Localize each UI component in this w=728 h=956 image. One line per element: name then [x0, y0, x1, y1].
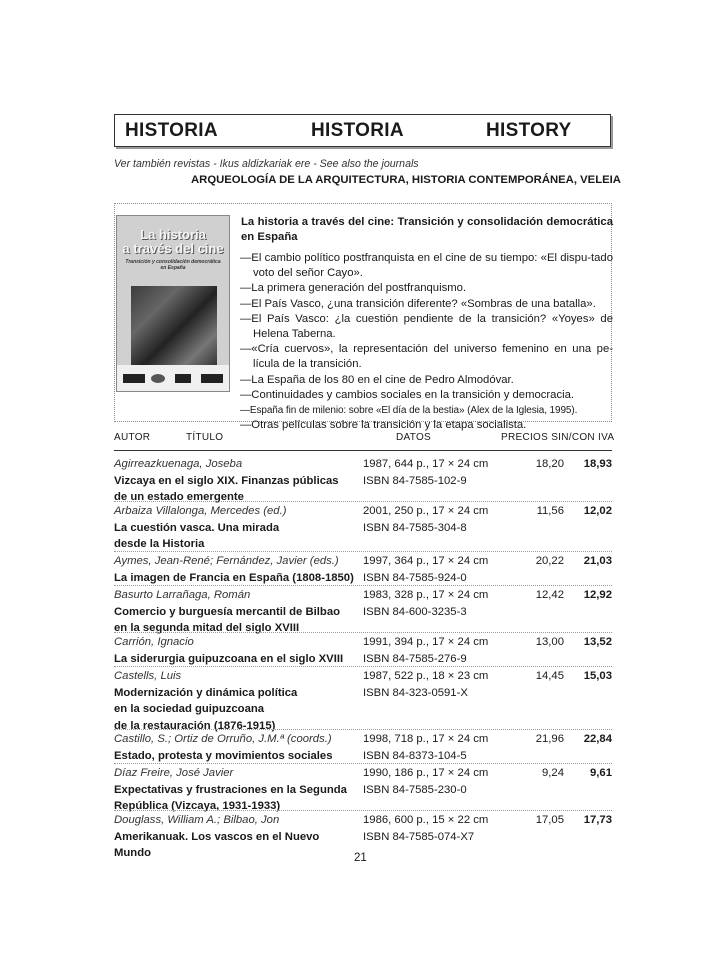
- book-author: Basurto Larrañaga, Román: [114, 589, 251, 601]
- price-with-vat: 9,61: [590, 767, 612, 779]
- entry-separator: [114, 632, 612, 633]
- book-title-line: Modernización y dinámica política: [114, 686, 298, 699]
- book-author: Carrión, Ignacio: [114, 636, 194, 648]
- book-title-line: La imagen de Francia en España (1808-1850): [114, 571, 354, 584]
- book-author: Díaz Freire, José Javier: [114, 767, 234, 779]
- header-title-en: HISTORY: [486, 120, 572, 141]
- book-author: Agirreazkuenaga, Joseba: [114, 458, 243, 470]
- logo-mark: [175, 374, 191, 383]
- book-isbn: ISBN 84-7585-230-0: [363, 783, 467, 796]
- page-number: 21: [354, 852, 367, 864]
- book-author: Douglass, William A.; Bilbao, Jon: [114, 814, 280, 826]
- book-title-line: Expectativas y frustraciones en la Segunda: [114, 783, 347, 796]
- price-with-vat: 22,84: [583, 733, 612, 745]
- book-details: [363, 812, 503, 845]
- entry-separator: [114, 666, 612, 667]
- chapter-item: —La España de los 80 en el cine de Pedro Almodóvar.: [240, 373, 514, 386]
- price-without-vat: 12,42: [535, 589, 564, 601]
- price-without-vat: 13,00: [535, 636, 564, 648]
- book-title-line: Amerikanuak. Los vascos en el Nuevo Mundo: [114, 830, 320, 859]
- book-year-pages-size: 1983, 328 p., 17 × 24 cm: [363, 589, 489, 601]
- book-isbn: ISBN 84-7585-924-0: [363, 571, 467, 584]
- book-info: [114, 765, 359, 815]
- book-title-line: en la segunda mitad del siglo XVIII: [114, 622, 300, 634]
- book-title-line: Vizcaya en el siglo XIX. Finanzas públicas: [114, 474, 339, 487]
- price-without-vat: 9,24: [542, 767, 564, 779]
- cover-photo: [131, 286, 217, 366]
- book-year-pages-size: 1987, 522 p., 18 × 23 cm: [363, 670, 489, 682]
- book-info: [114, 634, 359, 667]
- see-also-note: Ver también revistas - Ikus aldizkariak ere - See also the journals: [114, 158, 419, 170]
- book-details: [363, 668, 503, 701]
- book-year-pages-size: 1997, 364 p., 17 × 24 cm: [363, 555, 489, 567]
- entry-separator: [114, 763, 612, 764]
- price-with-vat: 13,52: [583, 636, 612, 648]
- book-title-line: La cuestión vasca. Una mirada: [114, 521, 280, 534]
- logo-mark: [123, 374, 145, 383]
- entry-separator: [114, 551, 612, 552]
- price-without-vat: 18,20: [535, 458, 564, 470]
- cover-title: La historia a través del cine: [122, 227, 224, 256]
- book-info: [114, 812, 359, 862]
- book-details: [363, 765, 503, 798]
- book-info: [114, 731, 359, 764]
- book-details: [363, 587, 503, 620]
- logo-mark: [201, 374, 223, 383]
- book-title-line: desde la Historia: [114, 538, 205, 550]
- chapter-item: —El cambio político postfranquista en el cine de su tiempo: «El dispu-tado voto del señor Cayo».: [240, 252, 613, 280]
- book-info: [114, 587, 359, 637]
- price-with-vat: 21,03: [583, 555, 612, 567]
- book-details: [363, 553, 503, 586]
- book-isbn: ISBN 84-323-0591-X: [363, 686, 468, 699]
- price-without-vat: 20,22: [535, 555, 564, 567]
- book-author: Castillo, S.; Ortiz de Orruño, J.M.ª (coords.): [114, 733, 332, 745]
- chapter-item: —«Cría cuervos», la representación del universo femenino en una pe-lícula de la transición.: [240, 343, 613, 371]
- book-title-line: de la restauración (1876-1915): [114, 719, 276, 732]
- book-info: [114, 553, 359, 586]
- cover-subtitle: Transición y consolidación democrática en España: [125, 259, 221, 271]
- price-with-vat: 12,02: [583, 505, 612, 517]
- book-info: [114, 456, 359, 506]
- book-isbn: ISBN 84-7585-276-9: [363, 652, 467, 665]
- book-info: [114, 503, 359, 553]
- book-isbn: ISBN 84-8373-104-5: [363, 749, 467, 762]
- book-title-line: Comercio y burguesía mercantil de Bilbao: [114, 605, 340, 618]
- publisher-logos: [117, 365, 229, 391]
- column-header-data: DATOS: [396, 432, 432, 443]
- entry-separator: [114, 729, 612, 730]
- header-title-es: HISTORIA: [125, 120, 218, 141]
- book-year-pages-size: 2001, 250 p., 17 × 24 cm: [363, 505, 489, 517]
- book-details: [363, 503, 503, 536]
- price-without-vat: 11,56: [536, 505, 564, 517]
- chapter-list: [240, 251, 613, 433]
- book-year-pages-size: 1990, 186 p., 17 × 24 cm: [363, 767, 489, 779]
- journals-list: ARQUEOLOGÍA DE LA ARQUITECTURA, HISTORIA CONTEMPORÁNEA, VELEIA: [191, 174, 621, 186]
- chapter-item: —El País Vasco, ¿una transición diferente? «Sombras de una batalla».: [240, 297, 596, 310]
- book-cover-image: [116, 215, 230, 392]
- entry-separator: [114, 585, 612, 586]
- seal-icon: [151, 374, 165, 383]
- book-title-line: en la sociedad guipuzcoana: [114, 703, 265, 715]
- section-header: [114, 114, 611, 147]
- book-isbn: ISBN 84-7585-304-8: [363, 521, 467, 534]
- column-header-prices: PRECIOS SIN/CON IVA: [501, 432, 615, 443]
- book-info: [114, 668, 359, 734]
- book-year-pages-size: 1998, 718 p., 17 × 24 cm: [363, 733, 489, 745]
- book-title-line: Estado, protesta y movimientos sociales: [114, 749, 333, 762]
- entry-separator: [114, 810, 612, 811]
- column-header-title: TÍTULO: [186, 432, 224, 443]
- book-title-line: de un estado emergente: [114, 491, 244, 503]
- featured-book-title: La historia a través del cine: Transición y consolidación democrática en España: [241, 216, 613, 243]
- book-year-pages-size: 1991, 394 p., 17 × 24 cm: [363, 636, 489, 648]
- price-with-vat: 17,73: [583, 814, 612, 826]
- book-author: Castells, Luis: [114, 670, 182, 682]
- book-author: Aymes, Jean-René; Fernández, Javier (eds.): [114, 555, 339, 567]
- book-isbn: ISBN 84-7585-102-9: [363, 474, 467, 487]
- price-without-vat: 17,05: [535, 814, 564, 826]
- entry-separator: [114, 501, 612, 502]
- chapter-item: —El País Vasco: ¿la cuestión pendiente de la transición? «Yoyes» de Helena Taberna.: [240, 312, 613, 341]
- book-details: [363, 634, 503, 667]
- book-details: [363, 456, 503, 489]
- chapter-item: —España fin de milenio: sobre «El día de la bestia» (Alex de la Iglesia, 1995).: [240, 405, 578, 417]
- book-year-pages-size: 1987, 644 p., 17 × 24 cm: [363, 458, 489, 470]
- book-details: [363, 731, 503, 764]
- column-header-author: AUTOR: [114, 432, 151, 443]
- book-year-pages-size: 1986, 600 p., 15 × 22 cm: [363, 814, 489, 826]
- book-title-line: República (Vizcaya, 1931-1933): [114, 800, 281, 812]
- book-isbn: ISBN 84-600-3235-3: [363, 605, 467, 618]
- chapter-item: —Continuidades y cambios sociales en la transición y democracia.: [240, 388, 575, 401]
- book-author: Arbaiza Villalonga, Mercedes (ed.): [114, 505, 287, 517]
- chapter-item: —Otras películas sobre la transición y la etapa socialista.: [240, 419, 527, 432]
- chapter-item: —La primera generación del postfranquismo.: [240, 282, 467, 295]
- price-without-vat: 21,96: [535, 733, 564, 745]
- price-with-vat: 12,92: [583, 589, 612, 601]
- book-isbn: ISBN 84-7585-074-X7: [363, 830, 475, 843]
- price-with-vat: 15,03: [583, 670, 612, 682]
- price-without-vat: 14,45: [535, 670, 564, 682]
- table-rule: [114, 450, 612, 451]
- book-title-line: La siderurgia guipuzcoana en el siglo XVIII: [114, 652, 344, 665]
- price-with-vat: 18,93: [583, 458, 612, 470]
- header-title-eu: HISTORIA: [311, 120, 404, 141]
